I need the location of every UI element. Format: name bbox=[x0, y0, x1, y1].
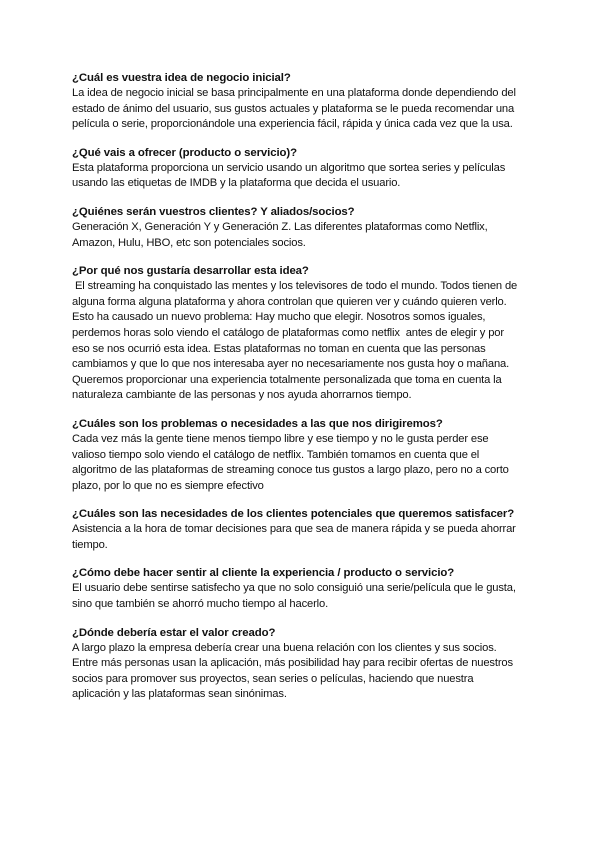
answer-line: eso se nos ocurrió esta idea. Estas plataformas no toman en cuenta que las personas bbox=[72, 342, 486, 355]
answer-line: Esta plataforma proporciona un servicio usando un algoritmo que sortea series y películas bbox=[72, 161, 506, 174]
section-question: ¿Quiénes serán vuestros clientes? Y aliados/socios? bbox=[72, 205, 355, 218]
section-answer bbox=[72, 432, 532, 494]
answer-line: El usuario debe sentirse satisfecho ya que no solo consiguió una serie/película que le gusta, bbox=[72, 582, 516, 595]
section-question: ¿Dónde debería estar el valor creado? bbox=[72, 626, 276, 639]
section-clients bbox=[72, 205, 532, 251]
answer-line: naturaleza cambiante de las personas y nos ayuda ahorrarnos tiempo. bbox=[72, 389, 412, 402]
section-question: ¿Qué vais a ofrecer (producto o servicio)? bbox=[72, 146, 297, 159]
document-body bbox=[72, 71, 532, 716]
section-question: ¿Cuál es vuestra idea de negocio inicial? bbox=[72, 72, 291, 84]
answer-line: perdemos horas solo viendo el catálogo de plataformas como netflix antes de elegir y por bbox=[72, 326, 504, 339]
answer-line: estado de ánimo del usuario, sus gustos actuales y plataforma se le pueda recomendar una bbox=[72, 102, 515, 115]
section-answer bbox=[72, 161, 532, 192]
answer-line: Amazon, Hulu, HBO, etc son potenciales socios. bbox=[72, 236, 306, 249]
answer-line: aplicación y las plataformas sean sinónimas. bbox=[72, 688, 287, 701]
answer-line: cambiamos y que lo que nos interesaba ayer no necesariamente nos gusta hoy o mañana. bbox=[72, 358, 510, 371]
section-question: ¿Cómo debe hacer sentir al cliente la experiencia / producto o servicio? bbox=[72, 567, 455, 580]
answer-line: sino que también se ahorró mucho tiempo al hacerlo. bbox=[72, 598, 329, 611]
answer-line: Queremos proporcionar una experiencia totalmente personalizada que toma en cuenta la bbox=[72, 373, 502, 386]
answer-line: plazo, por lo que no es siempre efectivo bbox=[72, 479, 264, 492]
section-question: ¿Cuáles son los problemas o necesidades a las que nos dirigiremos? bbox=[72, 417, 443, 430]
answer-line: algoritmo de las plataformas de streaming conoce tus gustos a largo plazo, pero no a corto bbox=[72, 464, 509, 477]
answer-line: La idea de negocio inicial se basa principalmente en una plataforma donde dependiendo del bbox=[72, 87, 516, 99]
section-answer bbox=[72, 522, 532, 553]
section-question: ¿Cuáles son las necesidades de los clientes potenciales que queremos satisfacer? bbox=[72, 508, 515, 521]
answer-line: alguna forma alguna plataforma y ahora controlan que quieren ver y cuándo quieren verlo. bbox=[72, 295, 507, 308]
answer-line: Esto ha causado un nuevo problema: Hay mucho que elegir. Nosotros somos iguales, bbox=[72, 311, 486, 324]
answer-line: socios para promover sus proyectos, sean series o películas, haciendo que nuestra bbox=[72, 672, 474, 685]
section-answer bbox=[72, 279, 532, 404]
section-answer bbox=[72, 220, 532, 251]
answer-line: A largo plazo la empresa debería crear una buena relación con los clientes y sus socios. bbox=[72, 641, 497, 654]
section-value bbox=[72, 626, 532, 703]
section-answer bbox=[72, 581, 532, 612]
answer-line: valioso tiempo solo viendo el catálogo de netflix. También tomamos en cuenta que el bbox=[72, 448, 480, 461]
section-answer bbox=[72, 641, 532, 703]
answer-line: usando las etiquetas de IMDB y la plataforma que decida el usuario. bbox=[72, 177, 401, 190]
answer-line: película o serie, proporcionándole una experiencia fácil, rápida y única cada vez que la usa. bbox=[72, 118, 513, 131]
answer-line: tiempo. bbox=[72, 538, 108, 551]
section-problems bbox=[72, 417, 532, 494]
section-needs bbox=[72, 507, 532, 553]
answer-line: Entre más personas usan la aplicación, más posibilidad hay para recibir ofertas de nuestros bbox=[72, 657, 513, 670]
answer-line: Generación X, Generación Y y Generación Z. Las diferentes plataformas como Netflix, bbox=[72, 220, 488, 233]
section-business-idea bbox=[72, 71, 532, 133]
section-experience bbox=[72, 566, 532, 612]
section-question: ¿Por qué nos gustaría desarrollar esta idea? bbox=[72, 265, 309, 278]
section-offering bbox=[72, 146, 532, 192]
section-motivation bbox=[72, 264, 532, 404]
section-answer bbox=[72, 86, 532, 133]
answer-line: Cada vez más la gente tiene menos tiempo libre y ese tiempo y no le gusta perder ese bbox=[72, 432, 489, 445]
answer-line: Asistencia a la hora de tomar decisiones para que sea de manera rápida y se pueda ahorrar bbox=[72, 523, 516, 536]
answer-line: El streaming ha conquistado las mentes y los televisores de todo el mundo. Todos tienen de bbox=[72, 280, 518, 293]
